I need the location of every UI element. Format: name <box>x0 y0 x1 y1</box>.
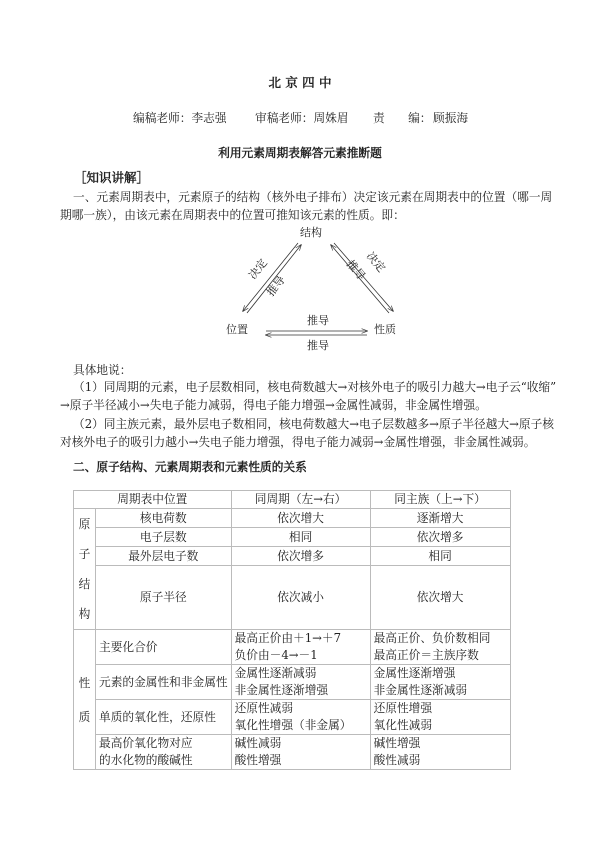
chief-editor-label: 责 编： <box>373 111 432 125</box>
cell: 依次减小 <box>231 566 370 630</box>
label-derive: 推导 <box>307 339 329 352</box>
cell: 逐渐增大 <box>370 509 510 528</box>
cell: 相同 <box>231 528 370 547</box>
node-position: 位置 <box>226 323 248 336</box>
row-label: 主要化合价 <box>96 630 232 665</box>
intro-line: 一、元素周期表中，元素原子的结构（核外电子排布）决定该元素在周期表中的位置（哪一周 <box>73 190 553 204</box>
editor: 编稿老师：李志强 <box>133 111 227 125</box>
chief-editor: 顾振海 <box>433 111 469 125</box>
row-label: 原子半径 <box>96 566 232 630</box>
node-structure: 结构 <box>300 226 322 239</box>
group-atomic-structure: 原 子 结 构 <box>74 509 96 630</box>
label-derive: 推导 <box>343 257 368 283</box>
cell: 还原性增强 氧化性减弱 <box>370 700 510 735</box>
section-2-heading: 二、原子结构、元素周期表和元素性质的关系 <box>73 460 307 474</box>
node-property: 性质 <box>374 323 396 336</box>
row-label: 最高价氧化物对应 的水化物的酸碱性 <box>96 735 232 770</box>
detail-line: （1）同周期的元素，电子层数相同，核电荷数越大→对核外电子的吸引力越大→电子云“收缩” <box>73 380 557 394</box>
cell: 依次增大 <box>370 566 510 630</box>
row-label: 最外层电子数 <box>96 547 232 566</box>
row-label: 核电荷数 <box>96 509 232 528</box>
reviewer: 审稿老师：周姝眉 <box>255 111 349 125</box>
cell: 碱性减弱 酸性增强 <box>231 735 370 770</box>
cell: 依次增多 <box>370 528 510 547</box>
group-properties: 性 质 <box>74 630 96 770</box>
detail-line: 对核外电子的吸引力越小→失电子能力增强，得电子能力减弱→金属性增强，非金属性减弱。 <box>60 435 536 449</box>
relationship-table <box>73 490 511 770</box>
row-label: 单质的氧化性，还原性 <box>96 700 232 735</box>
row-label: 元素的金属性和非金属性 <box>96 665 232 700</box>
header-same-period: 同周期（左→右） <box>231 491 370 509</box>
cell: 金属性逐渐增强 非金属性逐渐减弱 <box>370 665 510 700</box>
page-title: 利用元素周期表解答元素推断题 <box>218 146 382 160</box>
intro-line: 期哪一族），由该元素在周期表中的位置可推知该元素的性质。即： <box>60 208 405 222</box>
header-same-group: 同主族（上→下） <box>370 491 510 509</box>
label-decide: 决定 <box>246 256 270 282</box>
section-knowledge: ［知识讲解］ <box>74 170 150 185</box>
detail-line: （2）同主族元素，最外层电子数相同，核电荷数越大→电子层数越多→原子半径越大→原子核 <box>73 417 554 431</box>
cell: 最高正价由＋1→＋7 负价由－4→－1 <box>231 630 370 665</box>
school-name: 北 京 四 中 <box>268 75 332 90</box>
cell: 相同 <box>370 547 510 566</box>
cell: 最高正价、负价数相同 最高正价＝主族序数 <box>370 630 510 665</box>
label-derive: 推导 <box>264 273 288 299</box>
row-label: 电子层数 <box>96 528 232 547</box>
detail-intro: 具体地说： <box>73 363 132 377</box>
cell: 还原性减弱 氧化性增强（非金属） <box>231 700 370 735</box>
label-decide: 决定 <box>363 249 388 275</box>
cell: 碱性增强 酸性减弱 <box>370 735 510 770</box>
cell: 依次增大 <box>231 509 370 528</box>
label-derive: 推导 <box>307 314 329 327</box>
cell: 金属性逐渐减弱 非金属性逐渐增强 <box>231 665 370 700</box>
cell: 依次增多 <box>231 547 370 566</box>
detail-line: →原子半径减小→失电子能力减弱，得电子能力增强→金属性减弱，非金属性增强。 <box>60 398 487 412</box>
relationship-diagram <box>0 0 600 360</box>
header-position: 周期表中位置 <box>74 491 232 509</box>
